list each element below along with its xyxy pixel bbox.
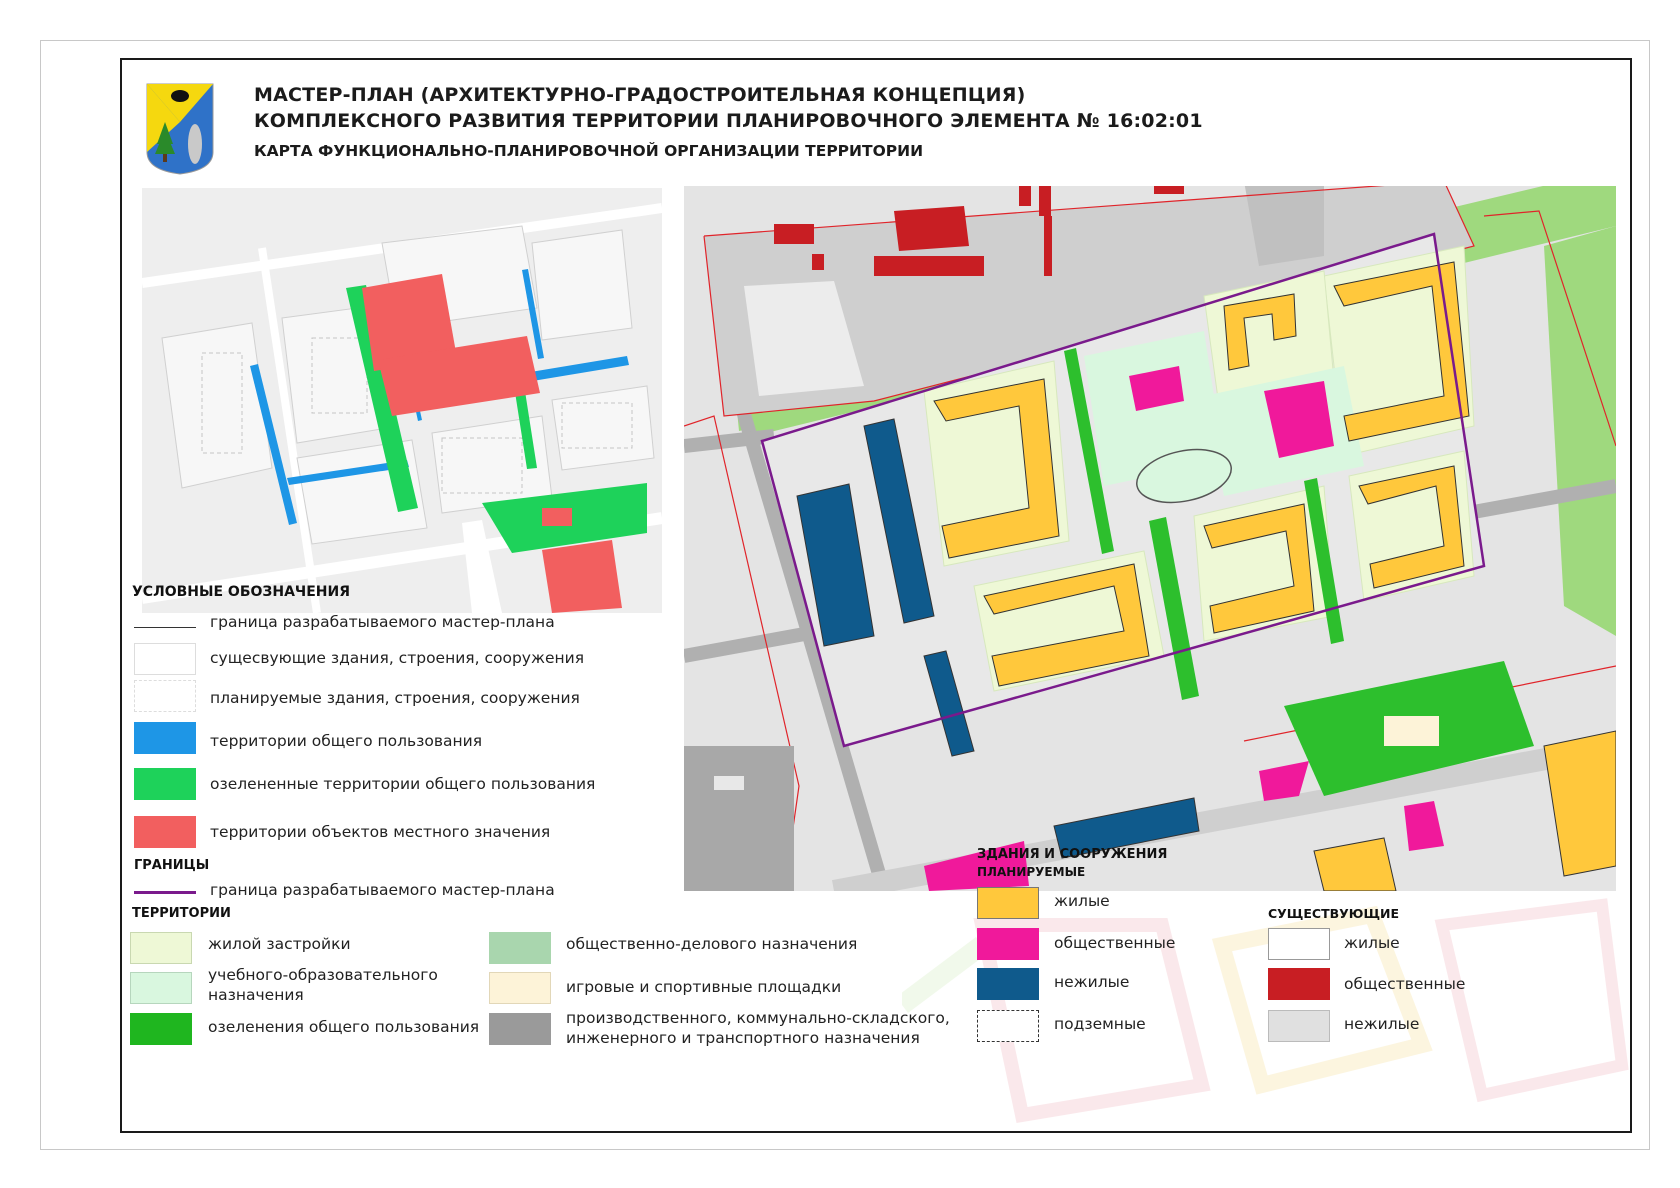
- legend-label: общественные: [1054, 934, 1176, 952]
- legend-swatch: [489, 1013, 551, 1045]
- buildings-heading: ЗДАНИЯ И СООРУЖЕНИЯ: [977, 847, 1168, 862]
- planned-heading: ПЛАНИРУЕМЫЕ: [977, 865, 1086, 879]
- legend-swatch: [134, 722, 196, 754]
- legend-label: жилой застройки: [208, 935, 351, 953]
- legend-swatch: [1268, 968, 1330, 1000]
- legend-swatch: [130, 972, 192, 1004]
- legend-label: территории объектов местного значения: [210, 823, 551, 841]
- title-line-2: КОМПЛЕКСНОГО РАЗВИТИЯ ТЕРРИТОРИИ ПЛАНИРОВОЧНОГО ЭЛЕМЕНТА № 16:02:01: [254, 110, 1203, 132]
- legend-swatch: [134, 643, 196, 675]
- legend-label: жилые: [1344, 934, 1400, 952]
- legend-swatch: [134, 768, 196, 800]
- legend-label: общественно-делового назначения: [566, 935, 858, 953]
- legend-label: планируемые здания, строения, сооружения: [210, 689, 580, 707]
- existing-heading: СУЩЕСТВУЮЩИЕ: [1268, 906, 1400, 921]
- legend-swatch: [134, 816, 196, 848]
- legend-label: жилые: [1054, 892, 1110, 910]
- borders-heading: ГРАНИЦЫ: [134, 858, 210, 873]
- map-subtitle: КАРТА ФУНКЦИОНАЛЬНО-ПЛАНИРОВОЧНОЙ ОРГАНИЗАЦИИ ТЕРРИТОРИИ: [254, 142, 924, 160]
- legend-swatch: [977, 1010, 1039, 1042]
- legend-swatch: [1268, 1010, 1330, 1042]
- legend-label: нежилые: [1054, 973, 1130, 991]
- legend-heading: УСЛОВНЫЕ ОБОЗНАЧЕНИЯ: [132, 584, 350, 600]
- title-line-1: МАСТЕР-ПЛАН (АРХИТЕКТУРНО-ГРАДОСТРОИТЕЛЬНАЯ КОНЦЕПЦИЯ): [254, 84, 1026, 106]
- legend-label: подземные: [1054, 1015, 1146, 1033]
- legend-label: нежилые: [1344, 1015, 1420, 1033]
- territories-heading: ТЕРРИТОРИИ: [132, 906, 231, 921]
- legend-label: производственного, коммунально-складского, инженерного и транспортного назначения: [566, 1009, 950, 1047]
- legend-label: игровые и спортивные площадки: [566, 978, 842, 996]
- legend-label: учебного-образовательного назначения: [208, 966, 438, 1004]
- legend-swatch: [130, 1013, 192, 1045]
- legend-label: озеленения общего пользования: [208, 1018, 480, 1036]
- main-plan-drawing: [684, 186, 1616, 891]
- legend-label: граница разрабатываемого мастер-плана: [210, 881, 555, 899]
- overview-map-drawing: [142, 188, 662, 613]
- legend-swatch: [977, 928, 1039, 960]
- legend-swatch: [489, 972, 551, 1004]
- legend-swatch: [1268, 928, 1330, 960]
- legend-swatch: [977, 887, 1039, 919]
- legend-swatch: [977, 968, 1039, 1000]
- overview-map: [142, 188, 662, 613]
- legend-label: общественные: [1344, 975, 1466, 993]
- legend-label: озелененные территории общего пользования: [210, 775, 596, 793]
- legend-label: граница разрабатываемого мастер-плана: [210, 613, 555, 631]
- title-block: [254, 82, 1203, 160]
- legend-boundary-swatch: [134, 891, 196, 894]
- legend-label: сущесвующие здания, строения, сооружения: [210, 649, 585, 667]
- legend-thin-line-swatch: [134, 627, 196, 628]
- main-plan-map: [684, 186, 1616, 891]
- background-texture: [902, 885, 1632, 1133]
- map-sheet: [120, 58, 1632, 1133]
- legend-label: территории общего пользования: [210, 732, 483, 750]
- legend-swatch: [134, 680, 196, 712]
- legend-swatch: [130, 932, 192, 964]
- legend-swatch: [489, 932, 551, 964]
- city-emblem: [145, 82, 215, 176]
